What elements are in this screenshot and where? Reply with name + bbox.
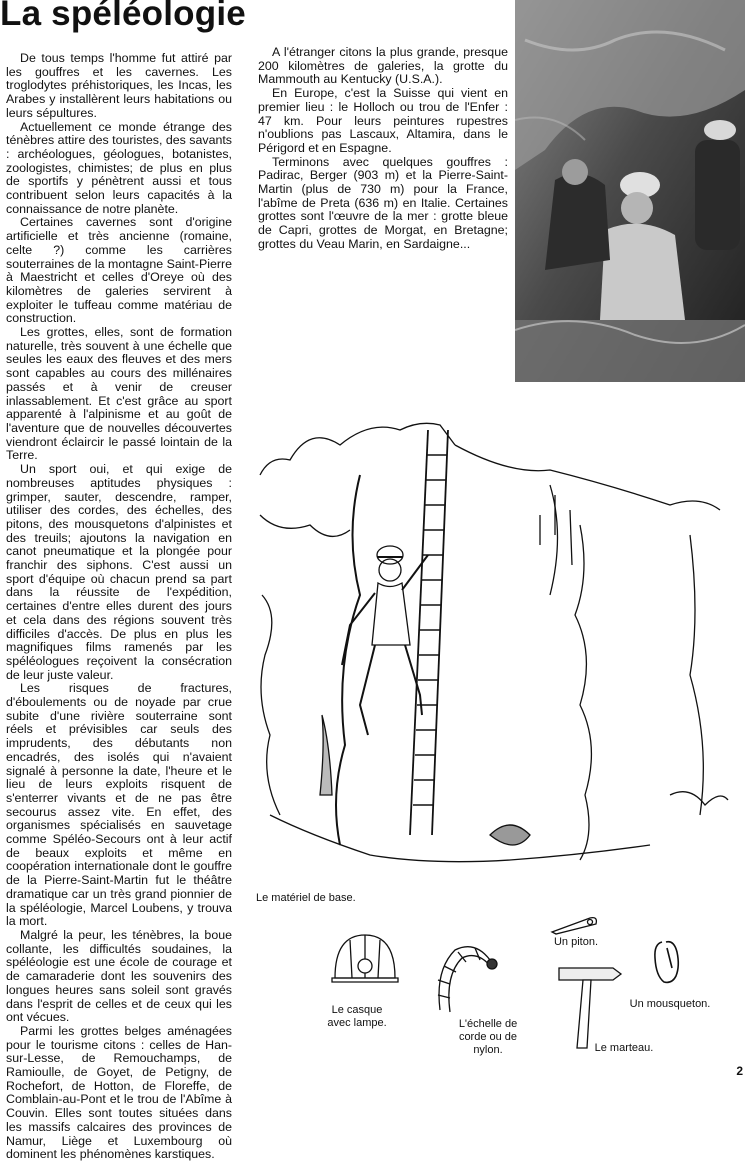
piton-icon bbox=[550, 910, 600, 935]
paragraph: Malgré la peur, les ténèbres, la boue collante, les difficultés soudaines, la spéléologie est une école de courage et de camaraderie dont les souvenirs des longues heures sans soleil sont gravés dans l'esprit de celles et de ceux qui les ont vécues. bbox=[6, 928, 232, 1025]
paragraph: Parmi les grottes belges aménagées pour le tourisme citons : celles de Han-sur-Lesse, de Remouchamps, de Ramioulle, de Goyet, de Petigny, de Rochefort, de Hotton, de Floreffe, de Comblain-au-Pont et le trou de l'Abîme à Couvin. Elles sont toutes situées dans les massifs calcaires des provinces de Namur, Liège et Luxembourg où dominent les phénomènes karstiques. bbox=[6, 1023, 232, 1162]
caver-ladder-illustration bbox=[250, 415, 730, 885]
paragraph: Les grottes, elles, sont de formation naturelle, très souvent à une échelle que seules les eaux des fleuves et des mers sont capables au cours des millénaires passés et à venir de creuser inlassablement. Et c'est grâce au sport apparenté à l'alpinisme et au goût de l'aventure que de nouvelles découvertes viendront éclaircir le passé lointain de la Terre. bbox=[6, 325, 232, 463]
caption-helmet: Le casque avec lampe. bbox=[327, 1004, 387, 1029]
equipment-section bbox=[250, 892, 745, 1080]
carabiner-icon bbox=[652, 938, 682, 986]
paragraph: En Europe, c'est la Suisse qui vient en premier lieu : le Holloch ou trou de l'Enfer : 47 km. Pour leurs peintures rupestres n'oublions pas Lascaux, Altamira, dans le Périgord et en Espagne. bbox=[258, 86, 508, 155]
article-title: La spéléologie bbox=[0, 0, 246, 33]
text-column-left bbox=[6, 52, 232, 1162]
page-number: 2 bbox=[736, 1064, 743, 1078]
paragraph: Certaines cavernes sont d'origine artificielle et très ancienne (romaine, celte ?) comme les carrières souterraines de la montagne Saint-Pierre à Maestricht et celles d'Oreye où des kilomètres de galeries servirent à exploiter le tuffeau comme matériau de construction. bbox=[6, 215, 232, 326]
paragraph: De tous temps l'homme fut attiré par les gouffres et les cavernes. Les troglodytes préhistoriques, les Incas, les Arabes y installèrent leurs habitations ou leurs sépultures. bbox=[6, 51, 232, 120]
paragraph: Terminons avec quelques gouffres : Padirac, Berger (903 m) et la Pierre-Saint-Martin (plus de 730 m) pour la France, l'abîme de Preta (636 m) en Italie. Certaines grottes sont l'œuvre de la mer : grotte bleue de Capri, grottes de Morgat, en Bretagne; grottes du Veau Marin, en Sardaigne... bbox=[258, 154, 508, 251]
paragraph: A l'étranger citons la plus grande, presque 200 kilomètres de galeries, la grotte du Mammouth au Kentucky (U.S.A.). bbox=[258, 45, 508, 87]
text-column-right bbox=[258, 46, 508, 252]
cave-photo bbox=[515, 0, 745, 382]
paragraph: Un sport oui, et qui exige de nombreuses aptitudes physiques : grimper, sauter, descendre, ramper, utiliser des cordes, des échelles, des pitons, des mousquetons d'alpinistes et des treuils; ajoutons la navigation en canot pneumatique et la plongée pour franchir des siphons. C'est aussi un sport d'équipe où chacun prend sa part dans la réussite de l'expédition, certaines d'entre elles durent des jours et cela dans des régions souvent très difficiles d'accès. De plus en plus les magnifiques films ramenés par les spéléologues reçoivent la consécration de leur juste valeur. bbox=[6, 462, 232, 682]
caption-ladder: L'échelle de corde ou de nylon. bbox=[458, 1018, 518, 1056]
helmet-icon bbox=[330, 930, 400, 990]
caption-piton: Un piton. bbox=[553, 936, 599, 948]
paragraph: Les risques de fractures, d'éboulements ou de noyade par crue subite d'une rivière souterraine sont réels et prévisibles car seuls des imprudents, des débutants non encadrés, des isolés qui n'avaient signalé à personne la date, l'heure et le lieu de leurs exploits risquent de s'enterrer vivants et de ne pas être secourus assez vite. En effet, des organismes spécialisés en sauvetage comme Spéléo-Secours ont à leur actif de beaux exploits et même en coopération internationale dont le gouffre de la Pierre-Saint-Martin fut le théâtre dramatique car un très grand pionnier de la spéléologie, Marcel Loubens, y trouva la mort. bbox=[6, 681, 232, 929]
paragraph: Actuellement ce monde étrange des ténèbres attire des touristes, des savants : archéologues, géologues, botanistes, zoologistes, chimistes; de plus en plus de sportifs y pénètrent aussi et tous contribuent selon leurs capacités à la connaissance de notre planète. bbox=[6, 119, 232, 216]
caption-carabiner: Un mousqueton. bbox=[629, 998, 711, 1010]
caption-hammer: Le marteau. bbox=[594, 1042, 654, 1054]
caption-base-equipment: Le matériel de base. bbox=[256, 892, 356, 904]
rope-ladder-icon bbox=[430, 940, 500, 1015]
hammer-icon bbox=[555, 962, 625, 1052]
